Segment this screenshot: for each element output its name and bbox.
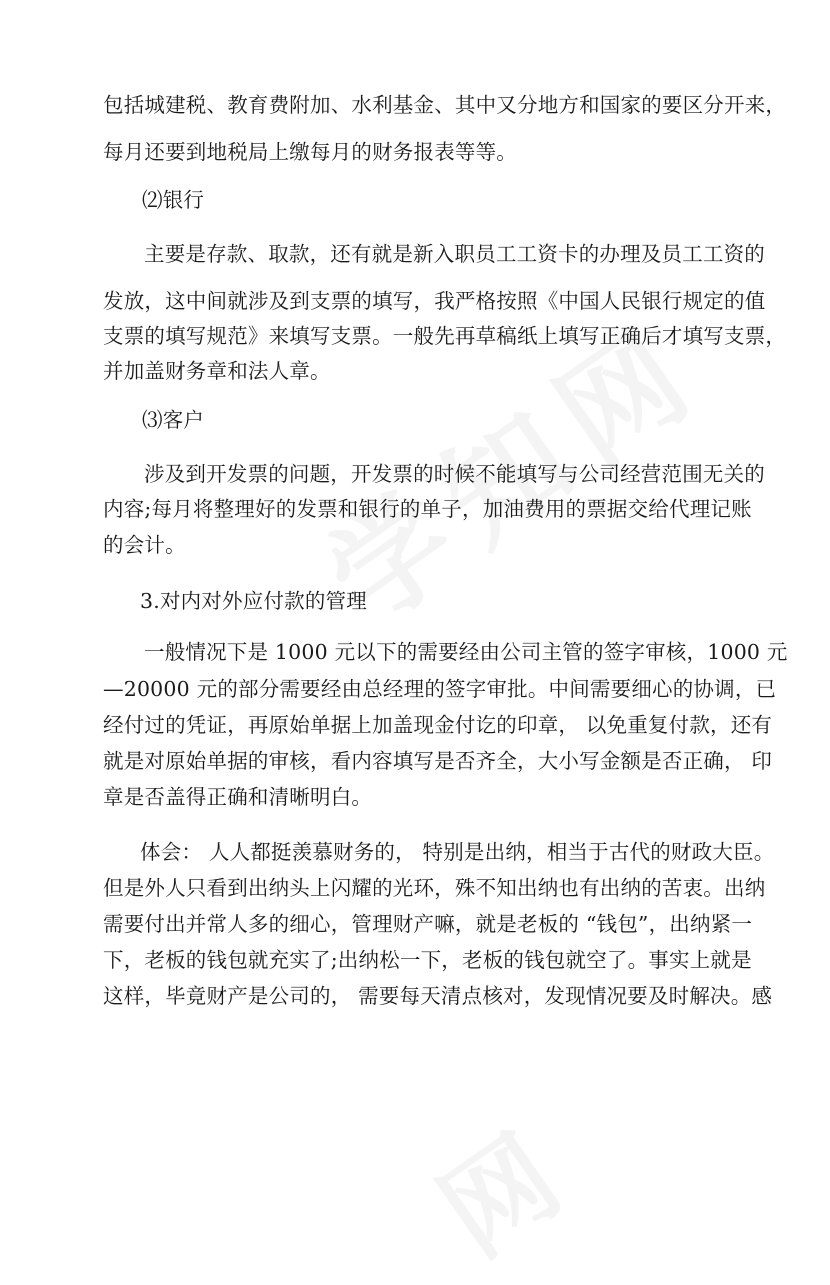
paragraph-line: 这样，毕竟财产是公司的， 需要每天清点核对，发现情况要及时解决。感 [103, 984, 773, 1008]
paragraph-line: 的会计。 [103, 533, 186, 557]
watermark-text-bottom [405, 1093, 586, 1285]
paragraph-line: 支票的填写规范》来填写支票。一般先再草稿纸上填写正确后才填写支票， [103, 324, 787, 348]
paragraph-line: 内容;每月将整理好的发票和银行的单子，加油费用的票据交给代理记账 [103, 497, 752, 521]
paragraph-line: 主要是存款、取款，还有就是新入职员工工资卡的办理及员工工资的 [144, 242, 765, 266]
paragraph-line: —20000 元的部分需要经由总经理的签字审批。中间需要细心的协调，已 [103, 677, 777, 701]
paragraph-line: 经付过的凭证，再原始单据上加盖现金付讫的印章， 以免重复付款，还有 [103, 713, 773, 737]
paragraph-line: 包括城建税、教育费附加、水利基金、其中又分地方和国家的要区分开来， [103, 93, 787, 117]
paragraph-line: 下，老板的钱包就充实了;出纳松一下，老板的钱包就空了。事实上就是 [103, 948, 752, 972]
paragraph-line: 每月还要到地税局上缴每月的财务报表等等。 [103, 140, 517, 164]
paragraph-line: 一般情况下是 1000 元以下的需要经由公司主管的签字审核，1000 元 [144, 640, 788, 664]
paragraph-line: 就是对原始单据的审核，看内容填写是否齐全，大小写金额是否正确， 印 [103, 749, 773, 773]
section-heading-customer: ⑶客户 [142, 408, 205, 432]
paragraph-line: 涉及到开发票的问题，开发票的时候不能填写与公司经营范围无关的 [144, 462, 765, 486]
paragraph-line: 需要付出并常人多的细心，管理财产嘛，就是老板的 “钱包”，出纳紧一 [103, 912, 753, 936]
paragraph-line: 但是外人只看到出纳头上闪耀的光环，殊不知出纳也有出纳的苦衷。出纳 [103, 876, 766, 900]
paragraph-line: 并加盖财务章和法人章。 [103, 359, 331, 383]
section-heading-bank: ⑵银行 [142, 188, 205, 212]
paragraph-line: 体会： 人人都挺羡慕财务的， 特别是出纳，相当于古代的财政大臣。 [140, 840, 775, 864]
paragraph-line: 发放，这中间就涉及到支票的填写，我严格按照《中国人民银行规定的值 [103, 289, 766, 313]
section-heading-payables: 3.对内对外应付款的管理 [140, 589, 367, 613]
paragraph-line: 章是否盖得正确和清晰明白。 [103, 785, 373, 809]
